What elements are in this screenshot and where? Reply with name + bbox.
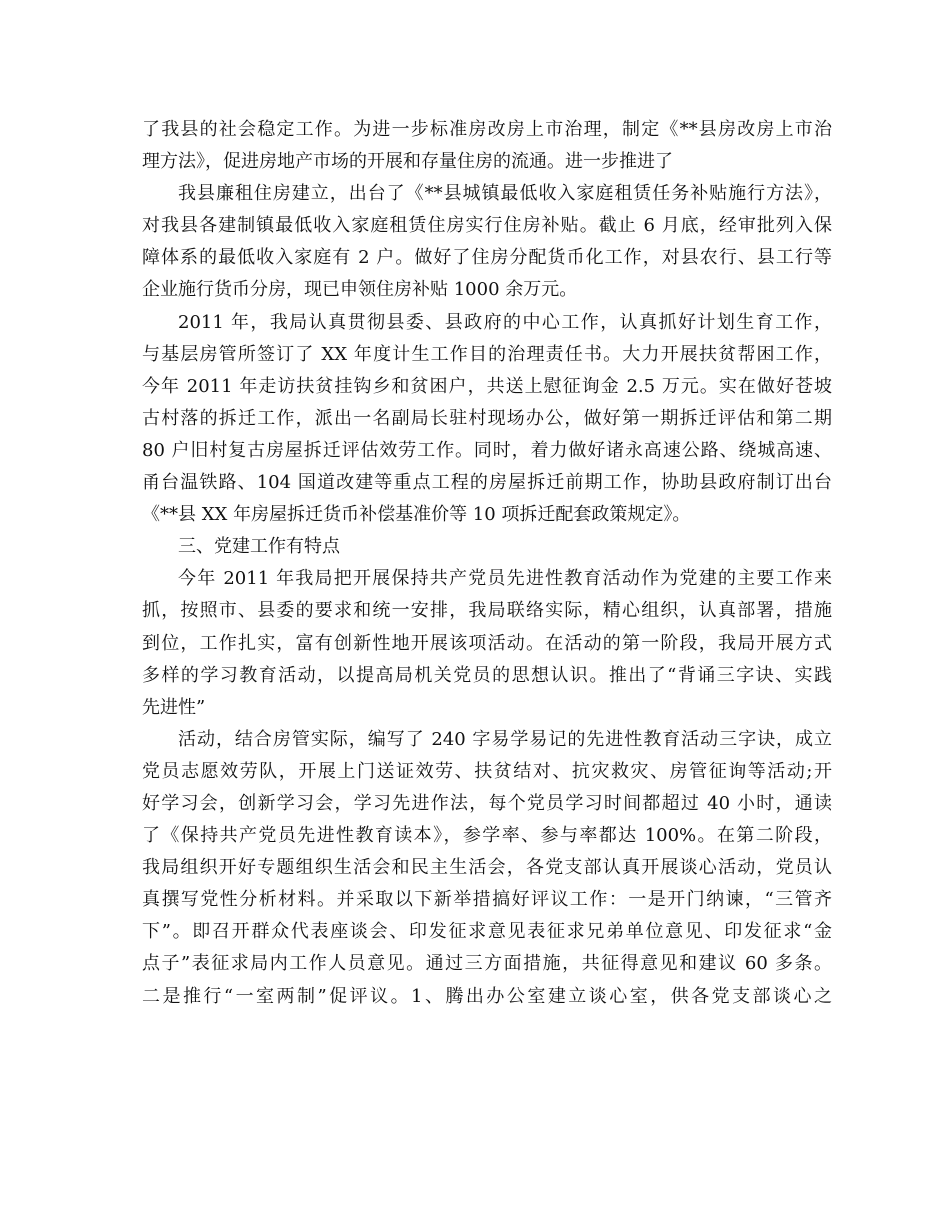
text-line: 《**县 XX 年房屋拆迁货币补偿基准价等 10 项拆迁配套政策规定》。 <box>142 504 691 526</box>
text-line: 甬台温铁路、104 国道改建等重点工程的房屋拆迁前期工作，协助县政府制订出台 <box>142 472 832 494</box>
text-line: 好学习会，创新学习会，学习先进作法，每个党员学习时间都超过 40 小时，通读 <box>142 792 832 814</box>
text-line: 三、党建工作有特点 <box>178 536 340 558</box>
text-line: 今年 2011 年走访扶贫挂钩乡和贫困户，共送上慰征询金 2.5 万元。实在做好苍坡 <box>142 375 832 397</box>
text-line: 了我县的社会稳定工作。为进一步标准房改房上市治理，制定《**县房改房上市治 <box>142 119 832 140</box>
text-line: 多样的学习教育活动，以提高局机关党员的思想认识。推出了“背诵三字诀、实践 <box>142 664 832 686</box>
text-line: 党员志愿效劳队，开展上门送证效劳、扶贫结对、抗灾救灾、房管征询等活动;开 <box>142 760 832 782</box>
text-line: 真撰写党性分析材料。并采取以下新举措搞好评议工作：一是开门纳谏，“三管齐 <box>142 889 832 911</box>
text-line: 了《保持共产党员先进性教育读本》，参学率、参与率都达 100%。在第二阶段， <box>142 825 832 847</box>
text-line: 二是推行“一室两制”促评议。1、腾出办公室建立谈心室，供各党支部谈心之 <box>142 985 832 1007</box>
text-line: 点子”表征求局内工作人员意见。通过三方面措施，共征得意见和建议 60 多条。 <box>142 953 832 975</box>
text-line: 与基层房管所签订了 XX 年度计生工作目的治理责任书。大力开展扶贫帮困工作， <box>142 343 832 365</box>
text-line: 活动，结合房管实际，编写了 240 字易学易记的先进性教育活动三字诀，成立 <box>178 728 832 750</box>
text-line: 下”。即召开群众代表座谈会、印发征求意见表征求兄弟单位意见、印发征求“金 <box>142 921 832 943</box>
text-line: 到位，工作扎实，富有创新性地开展该项活动。在活动的第一阶段，我局开展方式 <box>142 632 832 654</box>
text-line: 对我县各建制镇最低收入家庭租赁住房实行住房补贴。截止 6 月底，经审批列入保 <box>142 215 832 237</box>
text-line: 障体系的最低收入家庭有 2 户。做好了住房分配货币化工作，对县农行、县工行等 <box>142 247 832 269</box>
text-line: 80 户旧村复古房屋拆迁评估效劳工作。同时，着力做好诸永高速公路、绕城高速、 <box>142 439 832 461</box>
text-line: 理方法》，促进房地产市场的开展和存量住房的流通。进一步推进了 <box>142 151 673 173</box>
text-line: 2011 年，我局认真贯彻县委、县政府的中心工作，认真抓好计划生育工作， <box>178 311 832 333</box>
text-line: 我局组织开好专题组织生活会和民主生活会，各党支部认真开展谈心活动，党员认 <box>142 857 832 879</box>
document-body-text <box>142 114 832 1013</box>
text-line: 今年 2011 年我局把开展保持共产党员先进性教育活动作为党建的主要工作来 <box>178 568 832 590</box>
text-line: 先进性” <box>142 696 206 718</box>
text-line: 企业施行货币分房，现已申领住房补贴 1000 余万元。 <box>142 279 578 301</box>
text-line: 古村落的拆迁工作，派出一名副局长驻村现场办公，做好第一期拆迁评估和第二期 <box>142 407 832 429</box>
text-line: 抓，按照市、县委的要求和统一安排，我局联络实际，精心组织，认真部署，措施 <box>142 600 832 622</box>
text-line: 我县廉租住房建立，出台了《**县城镇最低收入家庭租赁任务补贴施行方法》， <box>178 183 832 205</box>
